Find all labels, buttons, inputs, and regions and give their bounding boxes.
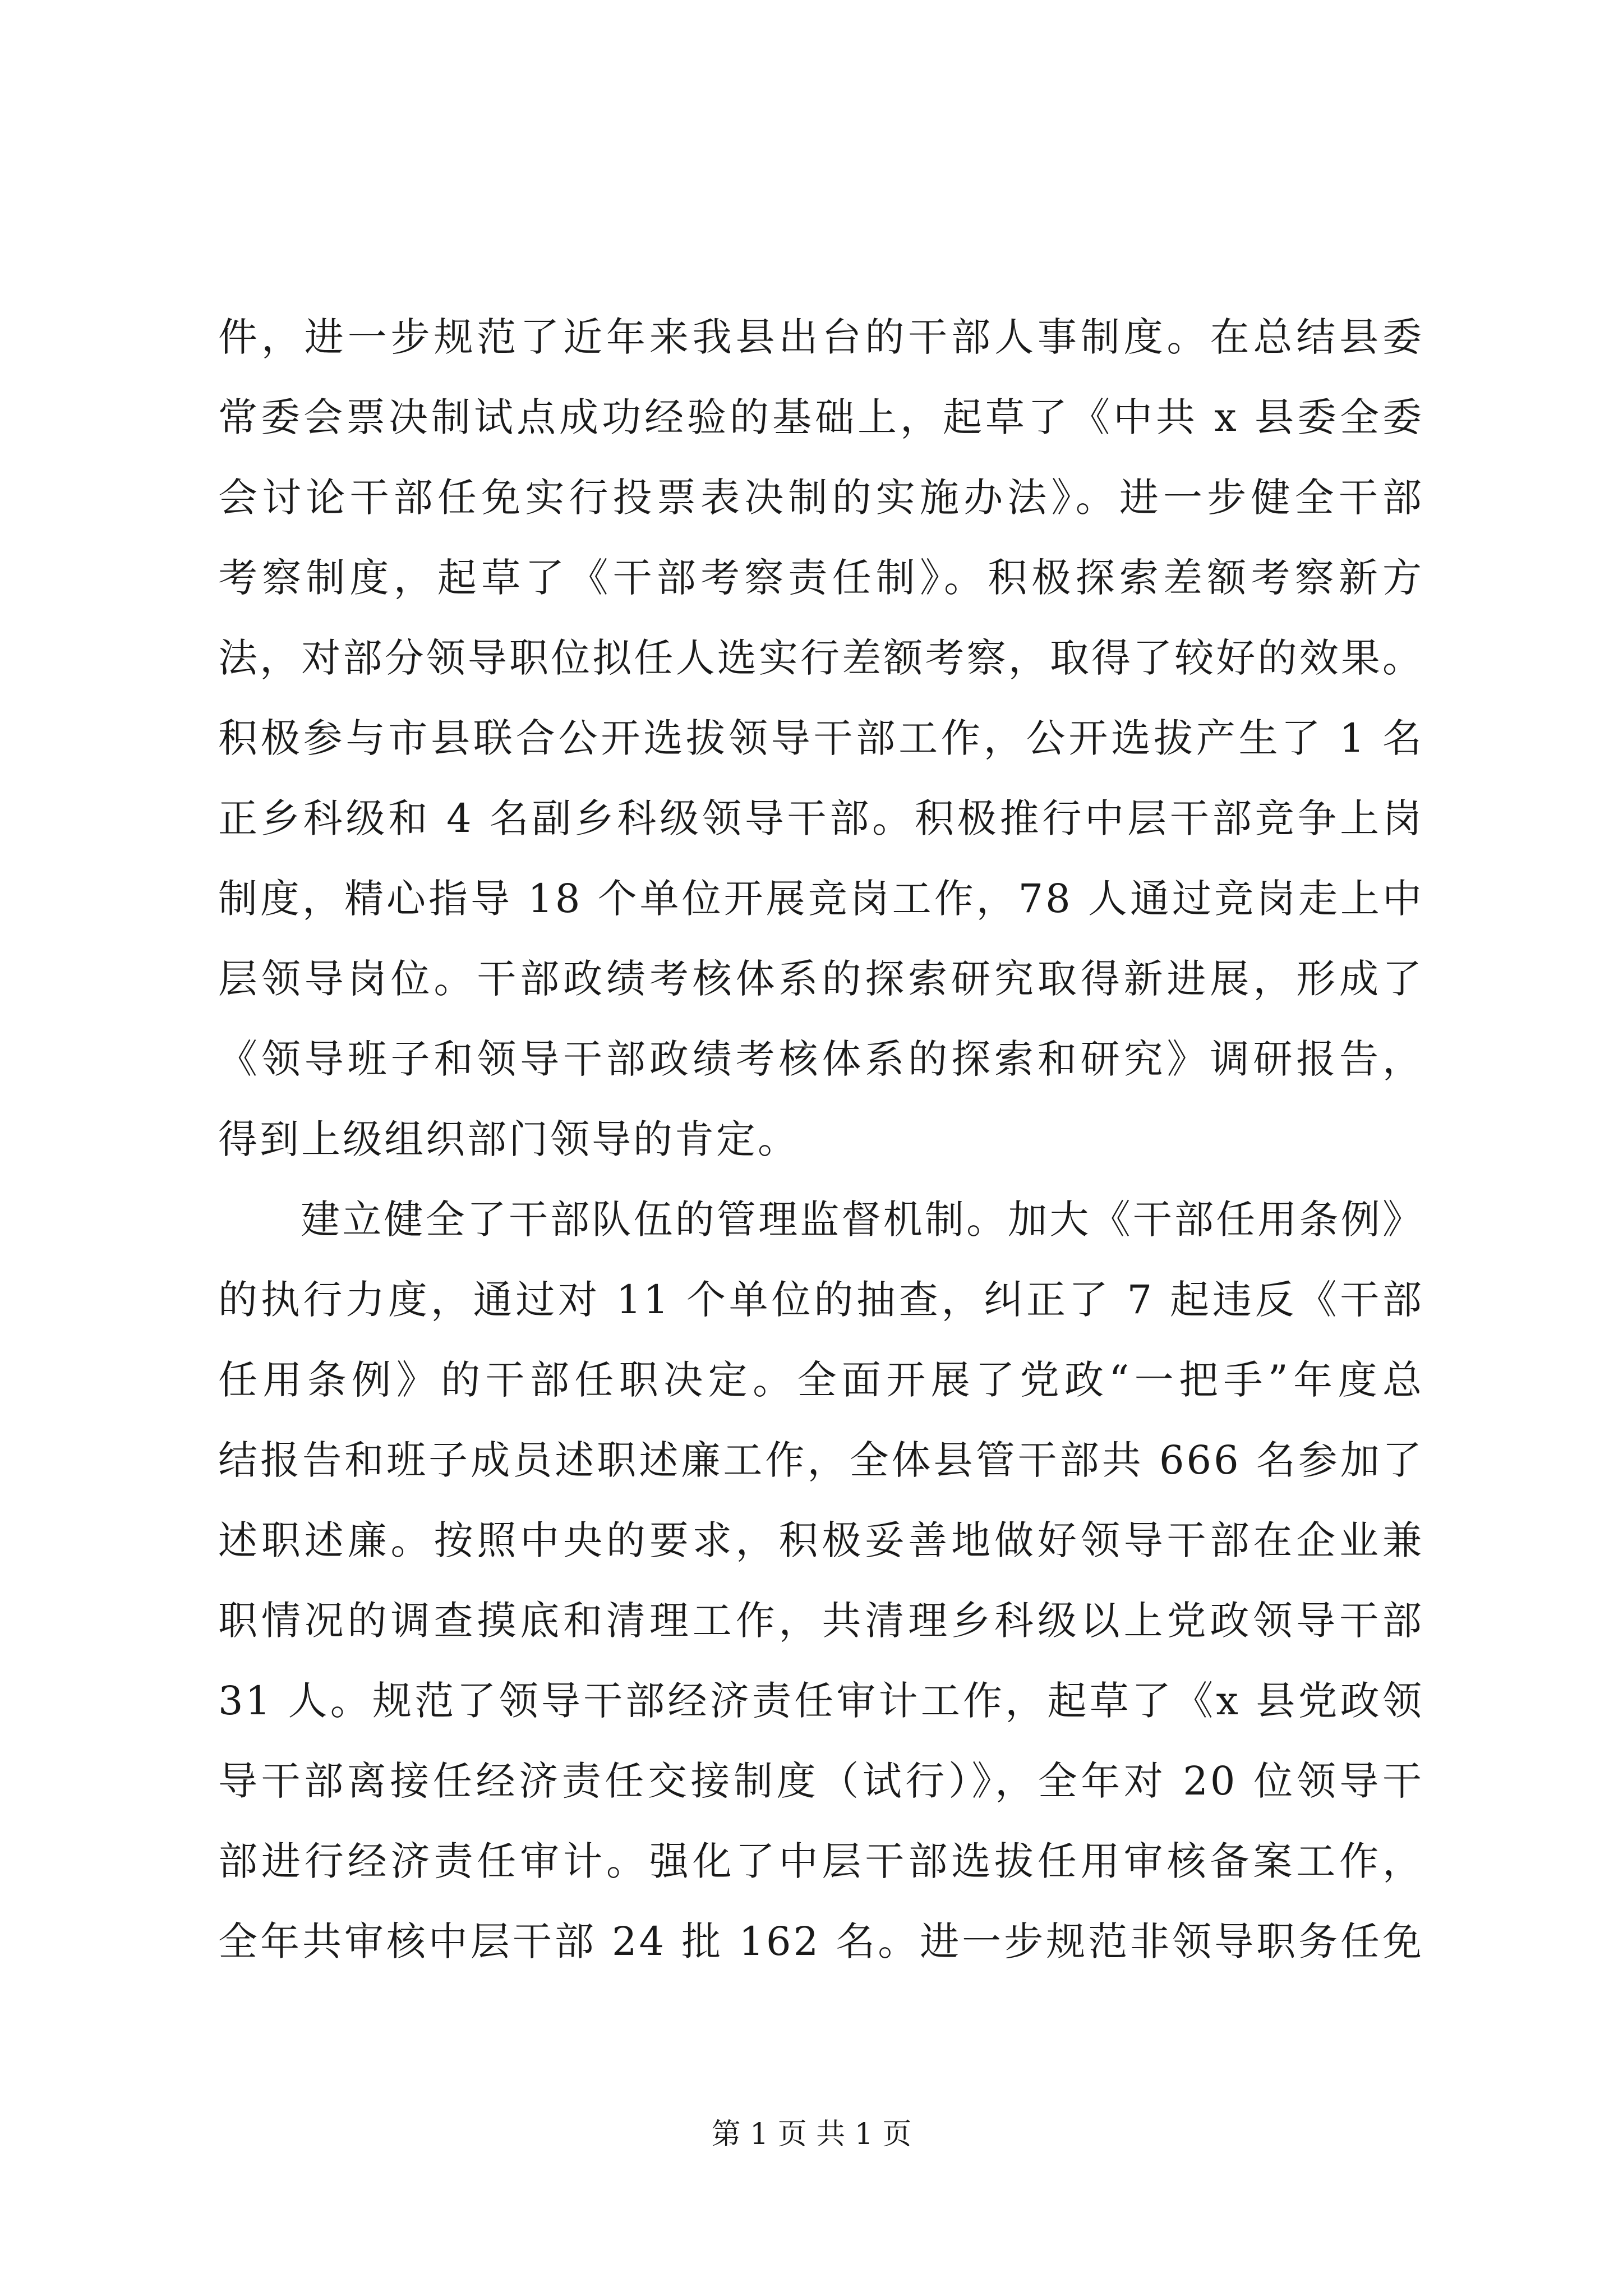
text-line: 《领导班子和领导干部政绩考核体系的探索和研究》调研报告， [218, 1036, 1424, 1082]
text-line: 部进行经济责任审计。强化了中层干部选拔任用审核备案工作， [218, 1838, 1424, 1884]
text-line: 任用条例》的干部任职决定。全面开展了党政“一把手”年度总 [218, 1357, 1424, 1403]
text-line: 述职述廉。按照中央的要求，积极妥善地做好领导干部在企业兼 [218, 1517, 1424, 1563]
text-line: 考察制度，起草了《干部考察责任制》。积极探索差额考察新方 [218, 555, 1424, 601]
text-line: 导干部离接任经济责任交接制度（试行）》，全年对 20 位领导干 [218, 1758, 1424, 1804]
text-line: 结报告和班子成员述职述廉工作，全体县管干部共 666 名参加了 [218, 1437, 1424, 1483]
text-line: 建立健全了干部队伍的管理监督机制。加大《干部任用条例》 [301, 1197, 1424, 1243]
text-line: 积极参与市县联合公开选拔领导干部工作，公开选拔产生了 1 名 [218, 715, 1424, 761]
text-line: 会讨论干部任免实行投票表决制的实施办法》。进一步健全干部 [218, 475, 1424, 521]
page-footer: 第 1 页 共 1 页 [711, 2118, 912, 2151]
text-line: 制度，精心指导 18 个单位开展竞岗工作，78 人通过竞岗走上中 [218, 876, 1424, 922]
text-line: 得到上级组织部门领导的肯定。 [218, 1116, 799, 1162]
text-line: 全年共审核中层干部 24 批 162 名。进一步规范非领导职务任免 [218, 1918, 1424, 1964]
text-line: 件，进一步规范了近年来我县出台的干部人事制度。在总结县委 [218, 314, 1424, 360]
text-line: 31 人。规范了领导干部经济责任审计工作，起草了《x 县党政领 [218, 1678, 1424, 1724]
text-line: 正乡科级和 4 名副乡科级领导干部。积极推行中层干部竞争上岗 [218, 795, 1424, 841]
text-line: 职情况的调查摸底和清理工作，共清理乡科级以上党政领导干部 [218, 1598, 1424, 1644]
document-body [218, 297, 1424, 1982]
text-line: 层领导岗位。干部政绩考核体系的探索研究取得新进展，形成了 [218, 956, 1424, 1002]
paragraph-1 [218, 297, 1424, 1180]
text-line: 常委会票决制试点成功经验的基础上，起草了《中共 x 县委全委 [218, 394, 1424, 440]
paragraph-2 [218, 1180, 1424, 1982]
text-line: 法，对部分领导职位拟任人选实行差额考察，取得了较好的效果。 [218, 635, 1424, 681]
text-line: 的执行力度，通过对 11 个单位的抽查，纠正了 7 起违反《干部 [218, 1277, 1424, 1323]
